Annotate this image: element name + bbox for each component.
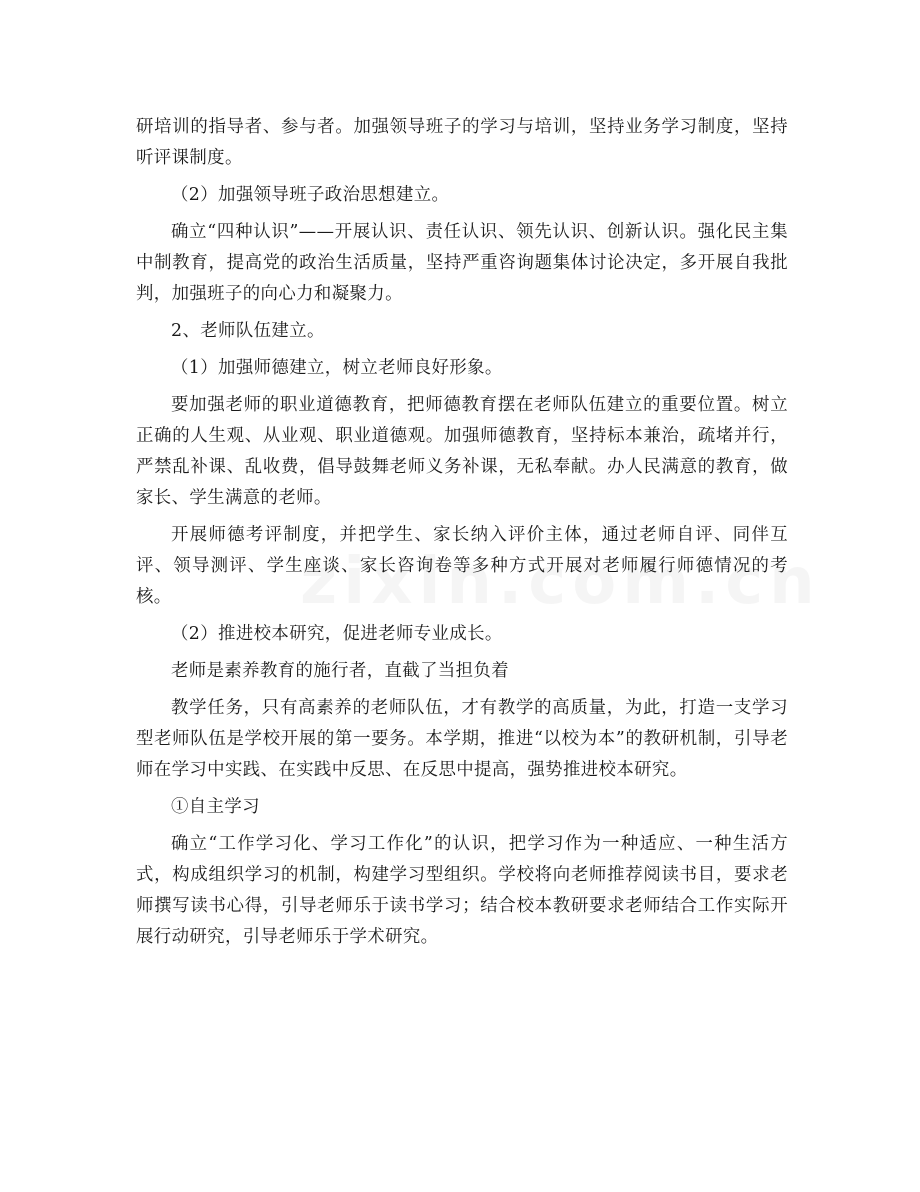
paragraph-continuation: 研培训的指导者、参与者。加强领导班子的学习与培训，坚持业务学习制度，坚持听评课制度。 <box>136 117 788 168</box>
document-body <box>136 112 788 959</box>
paragraph-ethics-evaluation: 开展师德考评制度，并把学生、家长纳入评价主体，通过老师自评、同伴互评、领导测评、学生座谈、家长咨询卷等多种方式开展对老师履行师德情况的考核。 <box>136 525 788 607</box>
subheading-leadership-politics: （2）加强领导班子政治思想建立。 <box>171 185 450 205</box>
paragraph-learning-organization: 确立“工作学习化、学习工作化”的认识，把学习作为一种适应、一种生活方式，构成组织学习的机制，构建学习型组织。学校将向老师推荐阅读书目，要求老师撰写读书心得，引导老师乐于读书学习；结合校本教研要求老师结合工作实际开展行动研究，引导老师乐于学术研究。 <box>136 834 788 947</box>
paragraph-four-awareness: 确立“四种认识”——开展认识、责任认识、领先认识、创新认识。强化民主集中制教育，提高党的政治生活质量，坚持严重咨询题集体讨论决定，多开展自我批判，加强班子的向心力和凝聚力。 <box>136 222 788 304</box>
subheading-self-study: ①自主学习 <box>171 797 260 817</box>
paragraph-ethics-education: 要加强老师的职业道德教育，把师德教育摆在老师队伍建立的重要位置。树立正确的人生观、从业观、职业道德观。加强师德教育，坚持标本兼治，疏堵并行，严禁乱补课、乱收费，倡导鼓舞老师义务补课，无私奉献。办人民满意的教育，做家长、学生满意的老师。 <box>136 395 788 508</box>
paragraph-teacher-role: 老师是素养教育的施行者，直截了当担负着 <box>171 661 510 681</box>
subheading-school-research: （2）推进校本研究，促进老师专业成长。 <box>171 624 503 644</box>
paragraph-teaching-task: 教学任务，只有高素养的老师队伍，才有教学的高质量，为此，打造一支学习型老师队伍是学校开展的第一要务。本学期，推进“以校为本”的教研机制，引导老师在学习中实践、在实践中反思、在反思中提高，强势推进校本研究。 <box>136 698 788 780</box>
subheading-teacher-ethics: （1）加强师德建立，树立老师良好形象。 <box>171 358 503 378</box>
heading-teacher-team: 2、老师队伍建立。 <box>171 321 325 341</box>
